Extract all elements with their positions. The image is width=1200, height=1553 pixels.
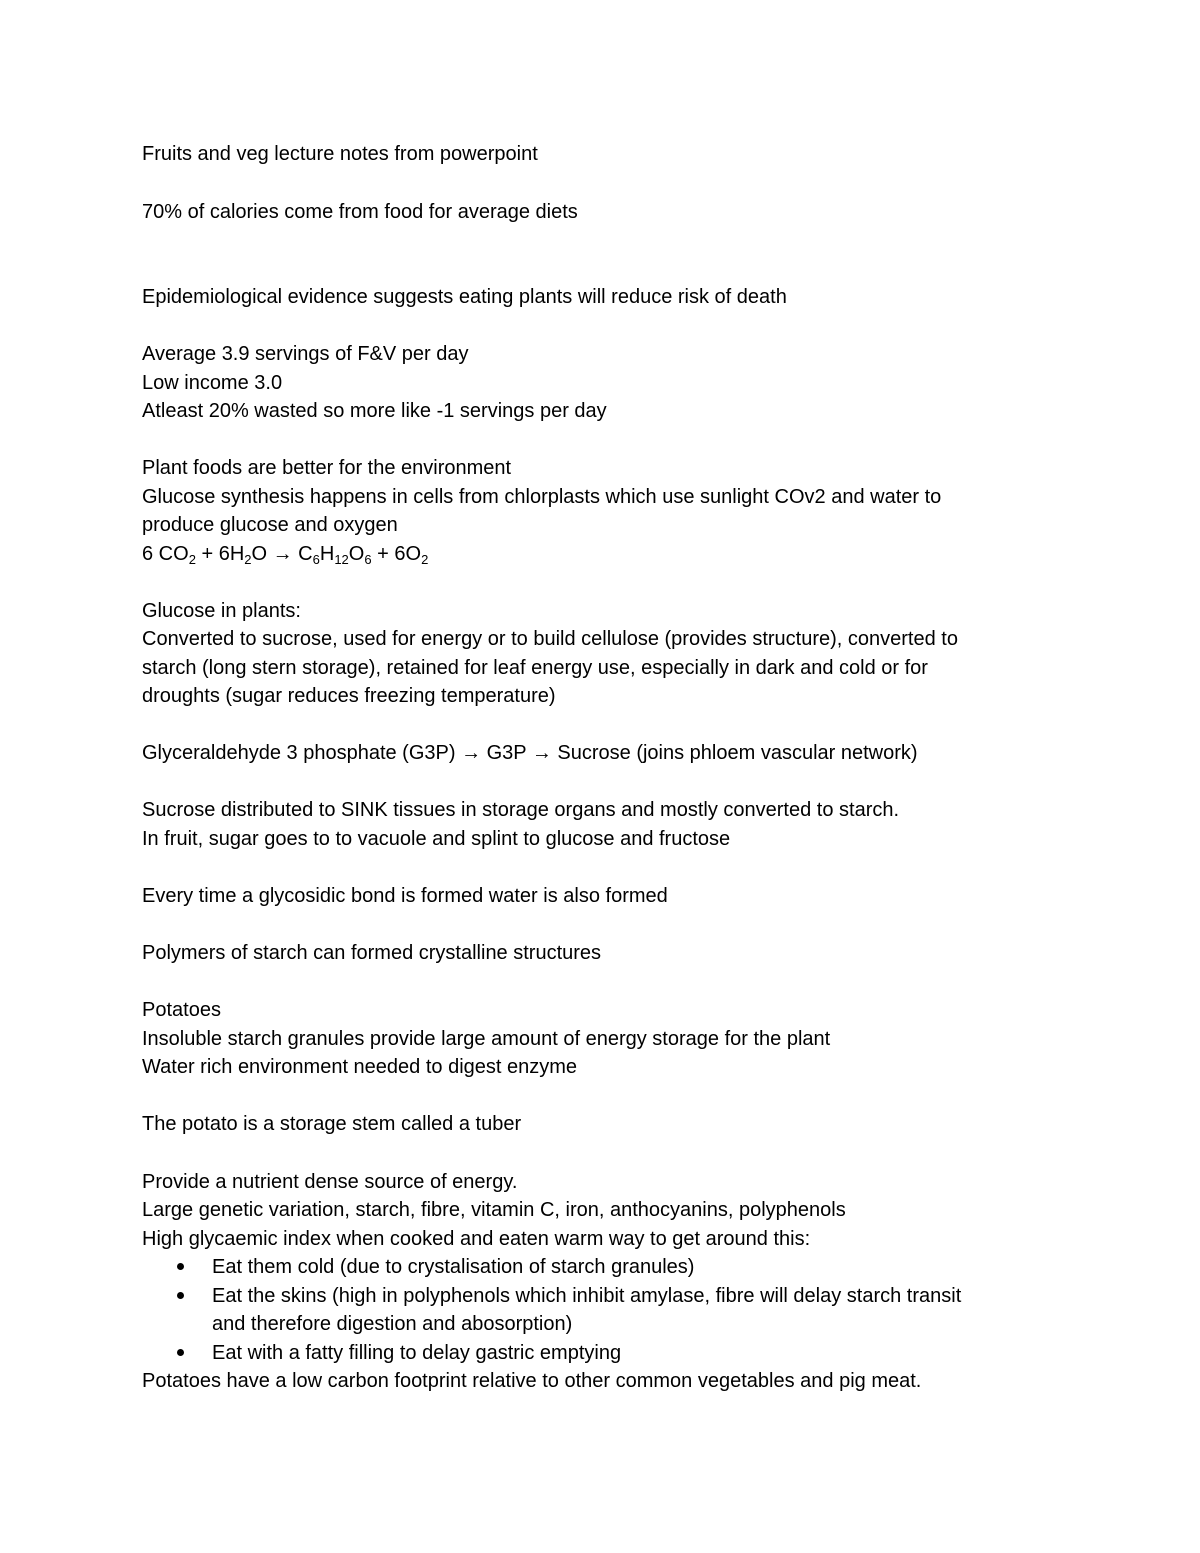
paragraph-line: Sucrose distributed to SINK tissues in storage organs and mostly converted to starch. [142,799,900,821]
paragraph-line: Atleast 20% wasted so more like -1 servings per day [142,400,607,422]
bullet-icon [177,1263,184,1270]
paragraph-line: Glucose in plants: [142,600,301,622]
paragraph-line: Converted to sucrose, used for energy or to build cellulose (provides structure), converted to [142,628,958,650]
paragraph-line: Plant foods are better for the environment [142,457,512,479]
paragraph-footprint: Potatoes have a low carbon footprint relative to other common vegetables and pig meat. [142,1370,922,1392]
paragraph-line: droughts (sugar reduces freezing temperature) [142,685,556,707]
paragraph-line: produce glucose and oxygen [142,514,398,536]
list-item: Eat them cold (due to crystalisation of starch granules) [212,1256,695,1278]
bullet-icon [177,1292,184,1299]
paragraph-calories: 70% of calories come from food for average diets [142,201,578,223]
paragraph-line: High glycaemic index when cooked and eaten warm way to get around this: [142,1228,811,1250]
paragraph-line: Water rich environment needed to digest enzyme [142,1056,578,1078]
paragraph-tuber: The potato is a storage stem called a tuber [142,1113,522,1135]
paragraph-line: In fruit, sugar goes to to vacuole and splint to glucose and fructose [142,828,731,850]
paragraph-polymers: Polymers of starch can formed crystalline structures [142,942,602,964]
bullet-icon [177,1349,184,1356]
paragraph-line: Large genetic variation, starch, fibre, vitamin C, iron, anthocyanins, polyphenols [142,1199,846,1221]
paragraph-line: Glucose synthesis happens in cells from chlorplasts which use sunlight COv2 and water to [142,486,942,508]
paragraph-line: Insoluble starch granules provide large amount of energy storage for the plant [142,1028,831,1050]
heading-potatoes: Potatoes [142,999,221,1021]
paragraph-line: Average 3.9 servings of F&V per day [142,343,469,365]
list-item: Eat with a fatty filling to delay gastric emptying [212,1342,622,1364]
paragraph-glycosidic: Every time a glycosidic bond is formed water is also formed [142,885,668,907]
paragraph-line: starch (long stern storage), retained for leaf energy use, especially in dark and cold or for [142,657,928,679]
list-item: Eat the skins (high in polyphenols which inhibit amylase, fibre will delay starch transit [212,1285,962,1307]
paragraph-line: Provide a nutrient dense source of energy. [142,1171,518,1193]
document-title: Fruits and veg lecture notes from powerpoint [142,143,538,165]
paragraph-g3p: Glyceraldehyde 3 phosphate (G3P) → G3P → Sucrose (joins phloem vascular network) [142,742,918,764]
list-item-continuation: and therefore digestion and abosorption) [212,1313,573,1335]
paragraph-epidemiological: Epidemiological evidence suggests eating plants will reduce risk of death [142,286,787,308]
photosynthesis-equation: 6 $CO_2 + 6H_2O \to C_6H_{12}O_6 + 6O_2$ [142,543,429,567]
paragraph-line: Low income 3.0 [142,372,283,394]
